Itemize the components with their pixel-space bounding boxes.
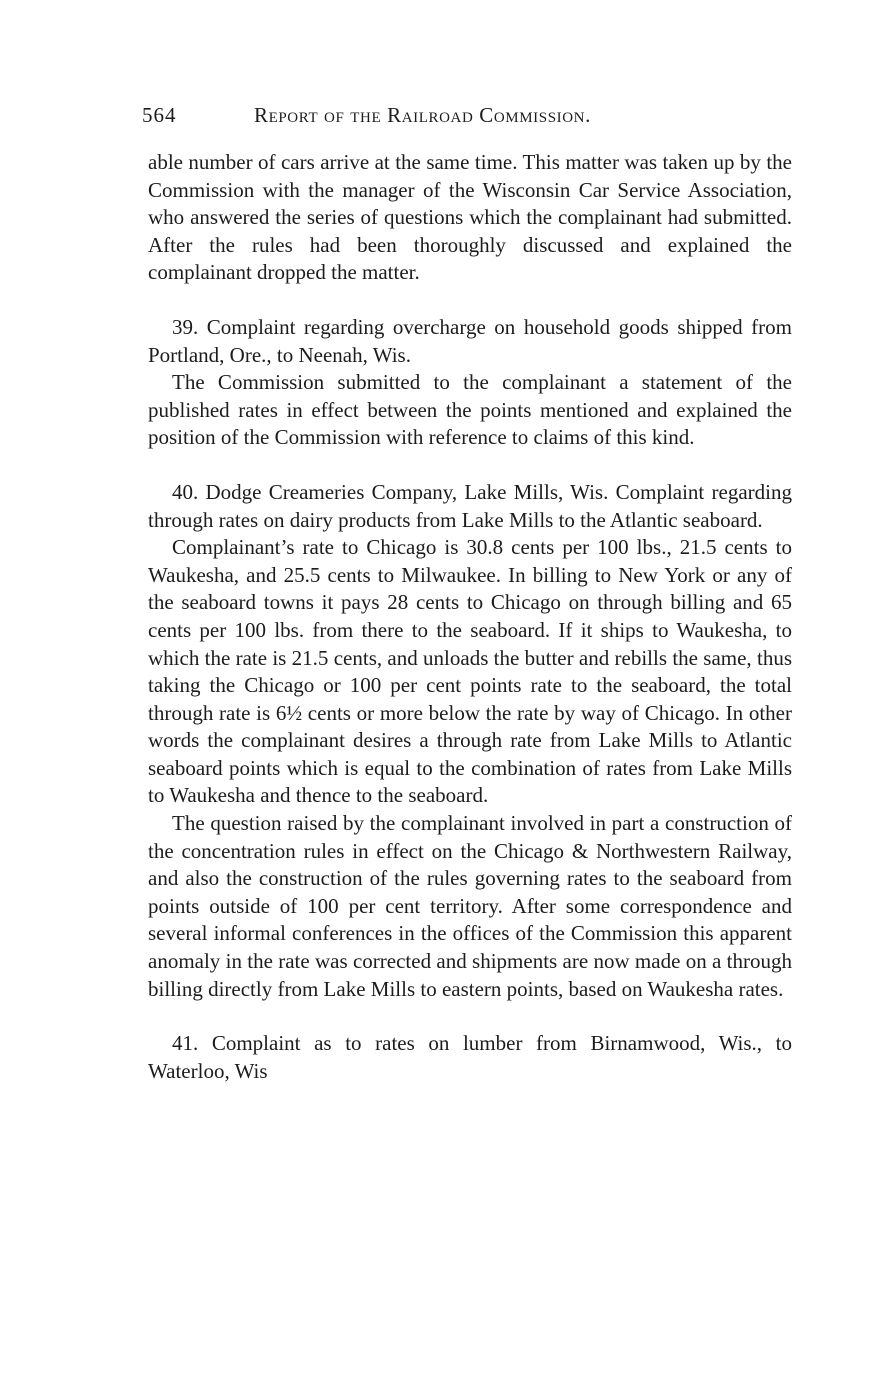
paragraph-item-39-heading: 39. Complaint regarding overcharge on household goods shipped from Portland, Ore., to Neenah, Wis. — [148, 314, 792, 367]
paragraph-item-40-rates: Complainant’s rate to Chicago is 30.8 cents per 100 lbs., 21.5 cents to Waukesha, and 25.5 cents to Milwaukee. In billing to New York or any of the seaboard towns it pays 28 cents to Chicago on through billing and 65 cents per 100 lbs. from there to the seaboard. If it ships to Waukesha, to which the rate is 21.5 cents, and unloads the butter and rebills the same, thus taking the Chicago or 100 per cent points rate to the seaboard, the total through rate is 6½ cents or more below the rate by way of Chicago. In other words the complainant desires a through rate from Lake Mills to Atlantic seaboard points which is equal to the combination of rates from Lake Mills to Waukesha and thence to the seaboard. — [148, 535, 792, 808]
page-number: 564 — [142, 103, 177, 127]
body-text — [148, 149, 792, 1085]
paragraph-item-40-resolution: The question raised by the complainant involved in part a construction of the concentration rules in effect on the Chicago & Northwestern Railway, and also the construction of the rules governing rates to the seaboard from points outside of 100 per cent territory. After some correspondence and several informal conferences in the offices of the Commission this apparent anomaly in the rate was corrected and shipments are now made on a through billing directly from Lake Mills to eastern points, based on Waukesha rates. — [148, 811, 792, 1001]
paragraph-continuation: able number of cars arrive at the same time. This matter was taken up by the Commission with the manager of the Wisconsin Car Service Association, who answered the series of questions which the complainant had submitted. After the rules had been thoroughly discussed and explained the complainant dropped the matter. — [148, 150, 792, 285]
page-header — [142, 103, 702, 131]
running-title: Report of the Railroad Commission. — [254, 103, 591, 127]
paragraph-item-40-heading: 40. Dodge Creameries Company, Lake Mills, Wis. Complaint regarding through rates on dairy products from Lake Mills to the Atlantic seaboard. — [148, 479, 792, 532]
paragraph-item-39-body: The Commission submitted to the complainant a statement of the published rates in effect between the points mentioned and explained the position of the Commission with reference to claims of this kind. — [148, 370, 792, 450]
paragraph-item-41-heading: 41. Complaint as to rates on lumber from Birnamwood, Wis., to Waterloo, Wis — [148, 1031, 792, 1083]
